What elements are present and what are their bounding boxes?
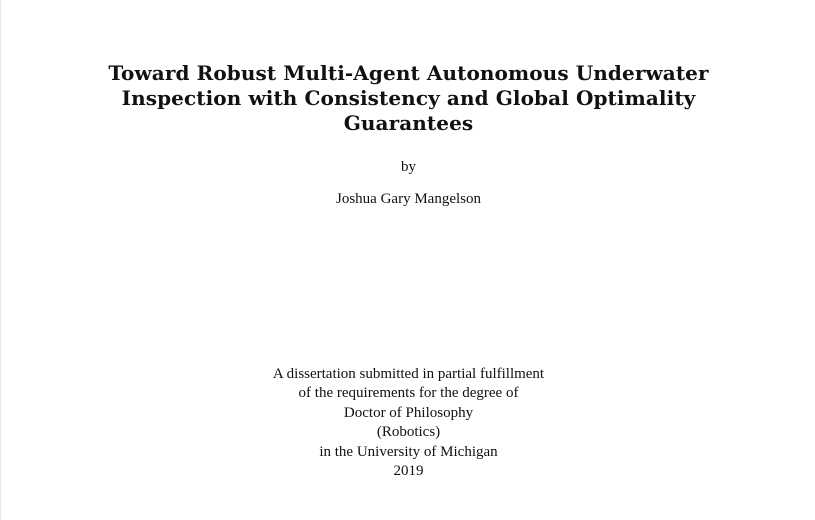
field-of-study: (Robotics) bbox=[376, 424, 441, 441]
degree-name: Doctor of Philosophy bbox=[343, 404, 474, 421]
statement-line: of the requirements for the degree of bbox=[298, 385, 519, 402]
dissertation-title bbox=[1, 61, 815, 136]
statement-line: A dissertation submitted in partial fulfillment bbox=[272, 366, 545, 382]
title-line: Inspection with Consistency and Global Optimality bbox=[121, 86, 696, 110]
title-line: Toward Robust Multi-Agent Autonomous Underwater bbox=[108, 61, 709, 85]
author-name: Joshua Gary Mangelson bbox=[336, 191, 481, 207]
by-label: by bbox=[401, 159, 416, 175]
university-name: in the University of Michigan bbox=[319, 443, 498, 460]
title-line: Guarantees bbox=[343, 111, 474, 135]
degree-statement bbox=[1, 365, 815, 481]
year: 2019 bbox=[393, 463, 424, 480]
